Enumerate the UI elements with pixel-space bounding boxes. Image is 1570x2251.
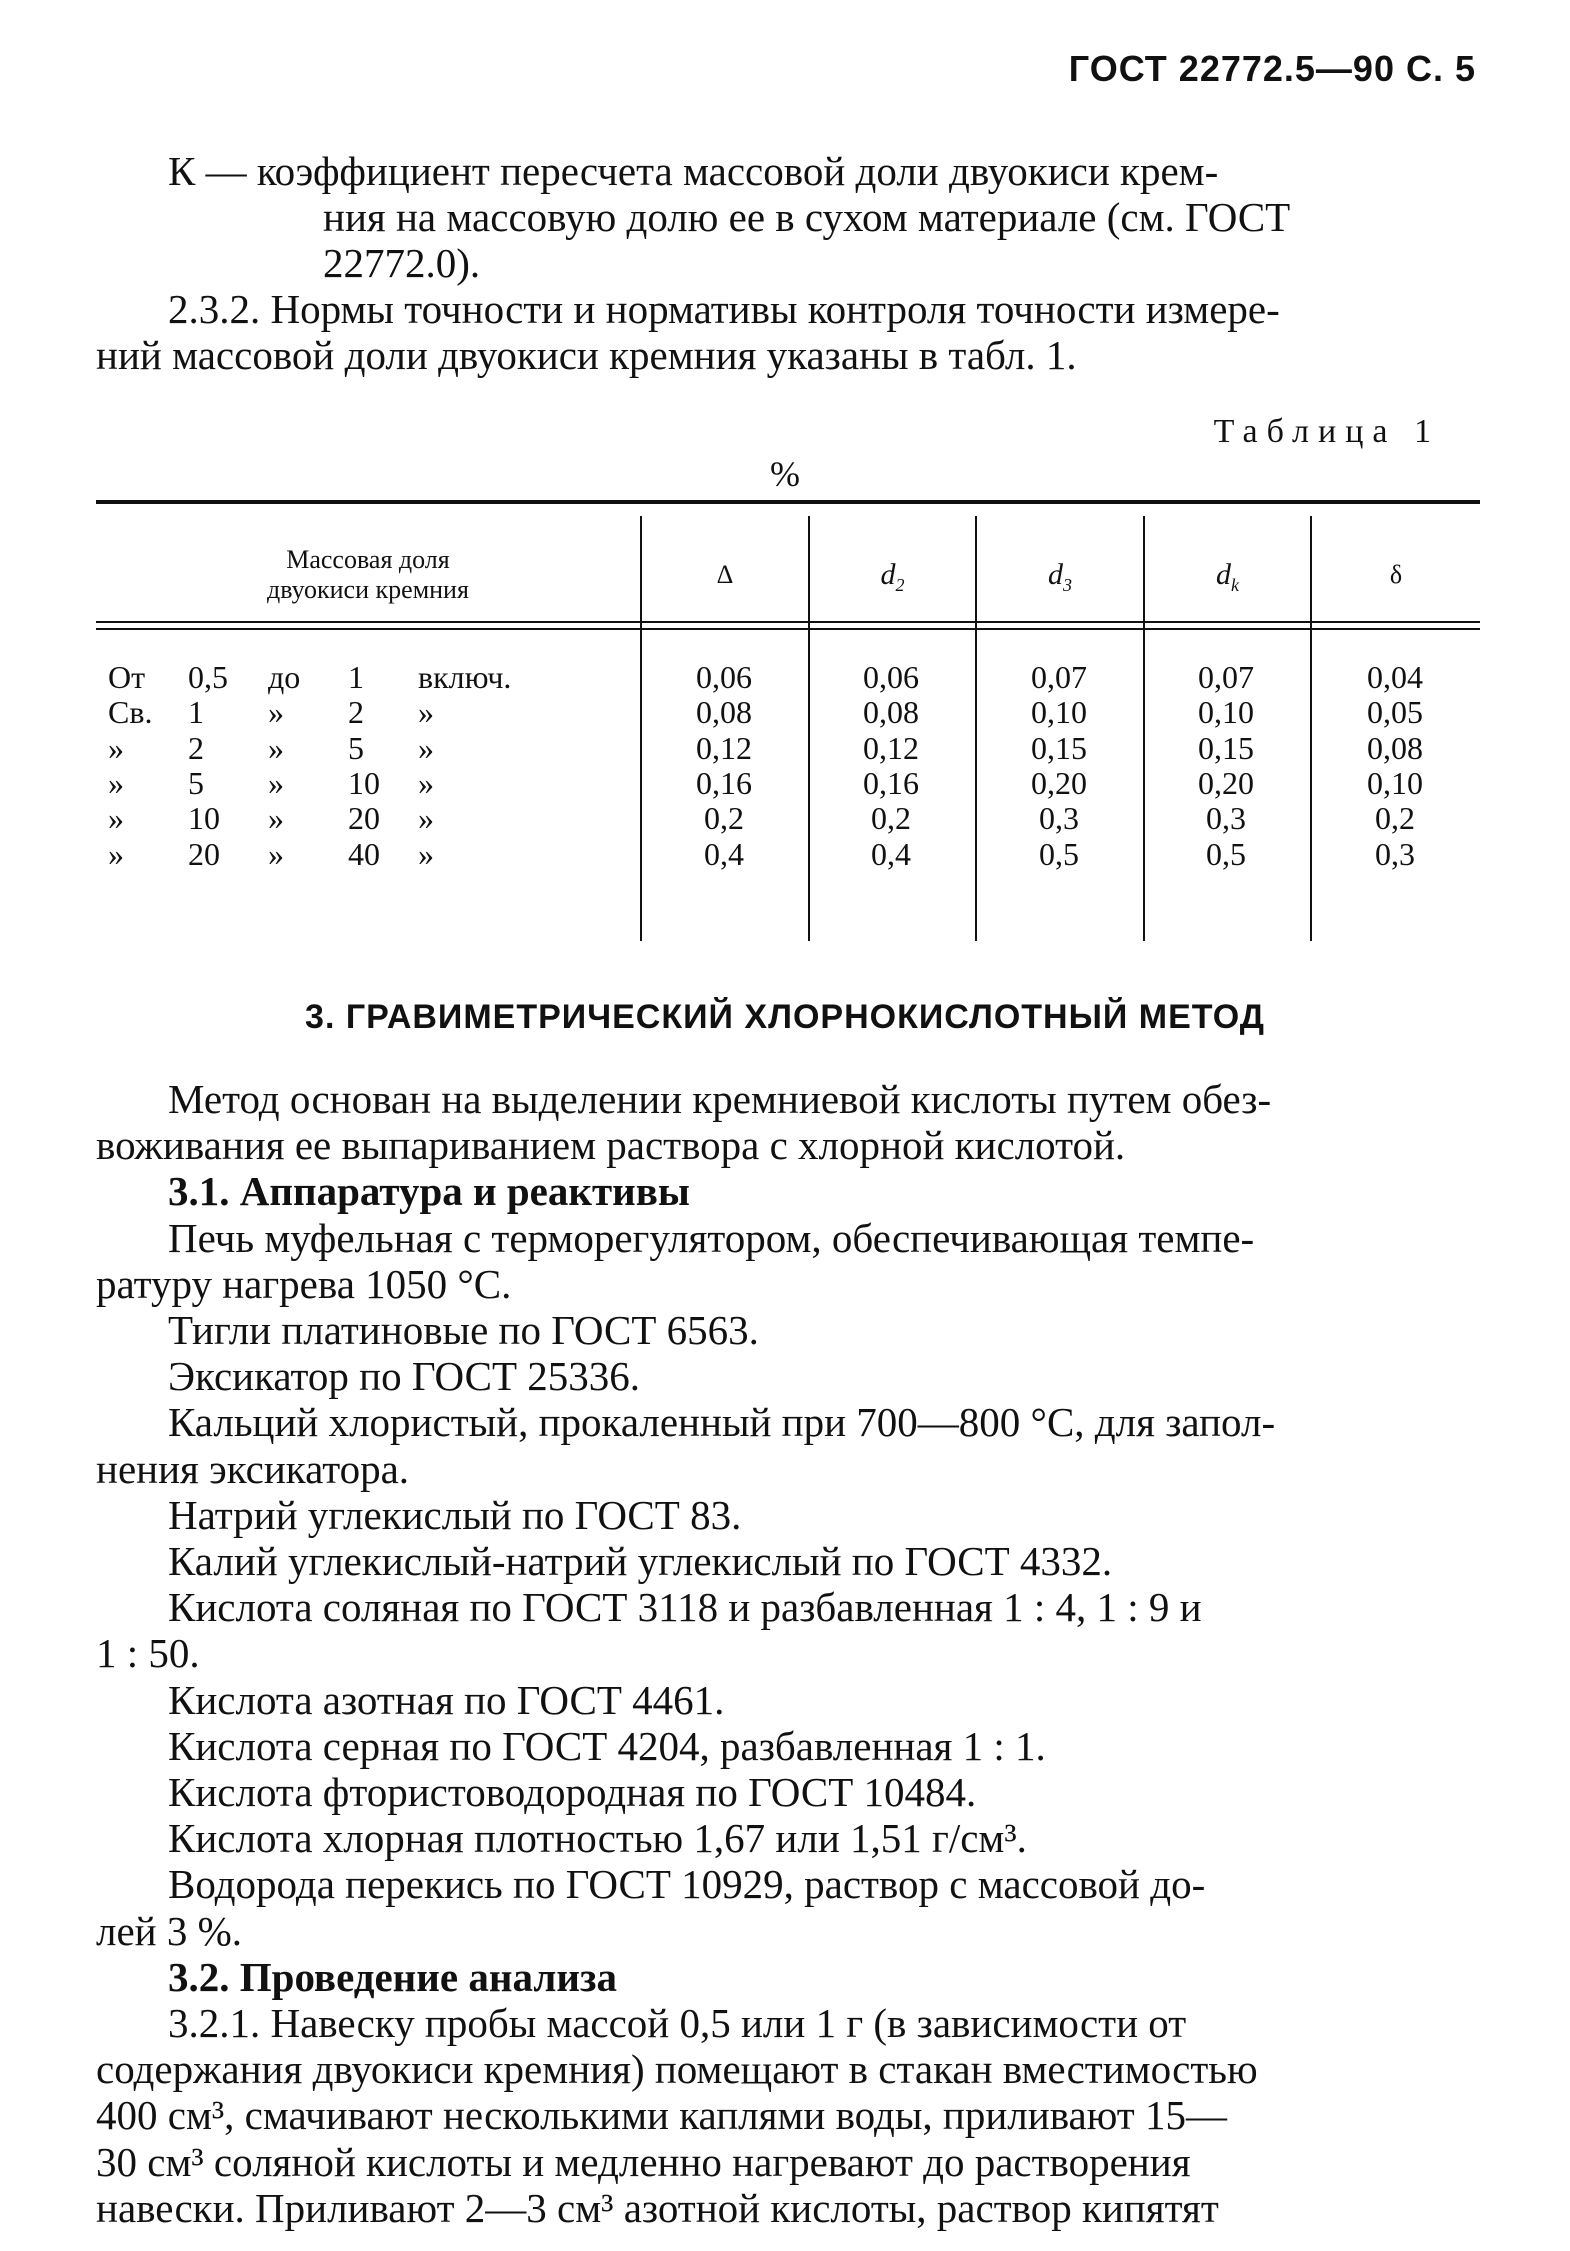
- row-label-part: »: [418, 800, 434, 837]
- table-cell: 0,10: [1031, 694, 1087, 731]
- table-header-d2: $d_2$: [880, 558, 905, 595]
- table-cell: 0,20: [1031, 764, 1087, 801]
- row-label-part: 10: [348, 764, 380, 801]
- table-cell: 0,12: [863, 729, 919, 766]
- paragraph-line: Тигли платиновые по ГОСТ 6563.: [168, 1307, 759, 1353]
- k-definition-line-3: 22772.0).: [323, 240, 481, 286]
- table-cell: 0,04: [1367, 659, 1423, 695]
- row-label-part: 20: [348, 800, 380, 837]
- table-cell: 0,3: [1206, 800, 1246, 837]
- table-cell: 0,05: [1367, 694, 1423, 731]
- row-label-part: »: [108, 800, 124, 837]
- table-cell: 0,08: [696, 694, 752, 731]
- paragraph-line: Кислота соляная по ГОСТ 3118 и разбавленная 1 : 4, 1 : 9 и: [168, 1584, 1202, 1631]
- clause-2-3-2-line-1: 2.3.2. Нормы точности и нормативы контроля точности измере-: [168, 286, 1280, 332]
- row-label-part: »: [268, 694, 284, 731]
- paragraph-line: 1 : 50.: [96, 1630, 200, 1677]
- table-header-delta: Δ: [716, 560, 734, 589]
- table-cell: 0,15: [1031, 729, 1087, 766]
- paragraph-line: 400 см³, смачивают несколькими каплями воды, приливают 15—: [96, 2092, 1227, 2139]
- paragraph-line: Калий углекислый-натрий углекислый по ГОСТ 4332.: [168, 1538, 1113, 1584]
- table-cell: 0,08: [1367, 729, 1423, 766]
- row-label-part: 2: [348, 694, 364, 731]
- paragraph-line: Эксикатор по ГОСТ 25336.: [168, 1353, 641, 1400]
- paragraph-line: Натрий углекислый по ГОСТ 83.: [168, 1491, 742, 1538]
- row-label-part: до: [268, 659, 301, 695]
- paragraph-line: Кислота фтористоводородная по ГОСТ 10484.: [168, 1769, 977, 1815]
- paragraph-line: воживания ее выпариванием раствора с хлорной кислотой.: [96, 1122, 1126, 1169]
- subsection-heading: 3.1. Аппаратура и реактивы: [168, 1168, 690, 1215]
- clause-2-3-2-line-2: ний массовой доли двуокиси кремния указаны в табл. 1.: [96, 332, 1077, 378]
- paragraph-line: содержания двуокиси кремния) помещают в стакан вместимостью: [96, 2046, 1258, 2093]
- table-cell: 0,15: [1198, 729, 1254, 766]
- paragraph-line: Печь муфельная с терморегулятором, обеспечивающая темпе-: [168, 1214, 1255, 1261]
- table-cell: 0,08: [863, 694, 919, 731]
- table-header-d3: $d_3$: [1048, 558, 1072, 595]
- table-head-rule-2: [96, 628, 1480, 630]
- row-label-part: 5: [348, 729, 364, 766]
- row-label-part: включ.: [418, 659, 512, 695]
- paragraph-line: лей 3 %.: [96, 1907, 243, 1954]
- table-top-rule: [96, 500, 1480, 504]
- paragraph-line: 30 см³ соляной кислоты и медленно нагревают до растворения: [96, 2138, 1191, 2185]
- row-label-part: 0,5: [188, 659, 228, 695]
- row-label-part: »: [108, 729, 124, 766]
- row-label-part: »: [268, 729, 284, 766]
- table-cell: 0,2: [871, 800, 911, 837]
- table-unit: %: [770, 454, 800, 494]
- table-cell: 0,07: [1031, 659, 1087, 695]
- row-label-part: 2: [188, 729, 204, 766]
- table-cell: 0,06: [696, 659, 752, 695]
- table-head-rule-1: [96, 621, 1480, 623]
- row-label-part: 1: [348, 659, 364, 695]
- row-label-part: »: [418, 729, 434, 766]
- table-cell: 0,16: [696, 764, 752, 801]
- row-label-part: »: [268, 800, 284, 837]
- row-label-part: »: [418, 694, 434, 731]
- table-cell: 0,2: [704, 800, 744, 837]
- table-cell: 0,12: [696, 729, 752, 766]
- section-3-title: 3. ГРАВИМЕТРИЧЕСКИЙ ХЛОРНОКИСЛОТНЫЙ МЕТОД: [305, 998, 1265, 1036]
- table-cell: 0,07: [1198, 659, 1254, 695]
- row-label-part: »: [418, 764, 434, 801]
- paragraph-line: Кислота серная по ГОСТ 4204, разбавленная 1 : 1.: [168, 1722, 1046, 1769]
- table-cell: 0,5: [1039, 835, 1079, 872]
- row-label-part: 10: [188, 800, 220, 837]
- row-label-part: »: [418, 835, 434, 872]
- table-header-dk: $d_k$: [1216, 558, 1239, 595]
- row-label-part: От: [108, 659, 146, 695]
- table-cell: 0,4: [704, 835, 744, 872]
- table-cell: 0,20: [1198, 764, 1254, 801]
- row-label-part: 40: [348, 835, 380, 872]
- table-cell: 0,10: [1198, 694, 1254, 731]
- table-cell: 0,10: [1367, 764, 1423, 801]
- paragraph-line: Кальций хлористый, прокаленный при 700—800 °С, для запол-: [168, 1399, 1276, 1446]
- table-header-mass-fraction: Массовая доля двуокиси кремния: [267, 545, 469, 604]
- paragraph-line: Метод основан на выделении кремниевой кислоты путем обез-: [168, 1076, 1272, 1122]
- page-header-code: ГОСТ 22772.5—90 С. 5: [1068, 48, 1476, 89]
- paragraph-line: Кислота азотная по ГОСТ 4461.: [168, 1676, 725, 1723]
- paragraph-line: навески. Приливают 2—3 см³ азотной кислоты, раствор кипятят: [96, 2184, 1219, 2231]
- table-cell: 0,3: [1039, 800, 1079, 837]
- row-label-part: »: [268, 835, 284, 872]
- row-label-part: »: [108, 835, 124, 872]
- table-cell: 0,16: [863, 764, 919, 801]
- paragraph-line: ратуру нагрева 1050 °С.: [96, 1260, 512, 1307]
- table-cell: 0,06: [863, 659, 919, 695]
- subsection-heading: 3.2. Проведение анализа: [168, 1953, 617, 2000]
- row-label-part: »: [108, 764, 124, 801]
- table-cell: 0,5: [1206, 835, 1246, 872]
- row-label-part: 20: [188, 835, 220, 872]
- paragraph-line: нения эксикатора.: [96, 1445, 410, 1492]
- table-cell: 0,3: [1375, 835, 1415, 872]
- table-header-small-delta: δ: [1389, 560, 1403, 589]
- paragraph-line: 3.2.1. Навеску пробы массой 0,5 или 1 г (в зависимости от: [168, 2000, 1187, 2046]
- paragraph-line: Кислота хлорная плотностью 1,67 или 1,51 г/см³.: [168, 1815, 1027, 1862]
- row-label-part: Св.: [108, 694, 153, 731]
- row-label-part: 1: [188, 694, 204, 731]
- k-definition-line-1: К — коэффициент пересчета массовой доли двуокиси крем-: [168, 148, 1219, 194]
- row-label-part: 5: [188, 764, 204, 801]
- table-cell: 0,4: [871, 835, 911, 872]
- table-caption: Таблица 1: [1213, 413, 1440, 450]
- k-definition-line-2: ния на массовую долю ее в сухом материале (см. ГОСТ: [323, 194, 1291, 240]
- row-label-part: »: [268, 764, 284, 801]
- table-cell: 0,2: [1375, 800, 1415, 837]
- paragraph-line: Водорода перекись по ГОСТ 10929, раствор с массовой до-: [168, 1861, 1206, 1908]
